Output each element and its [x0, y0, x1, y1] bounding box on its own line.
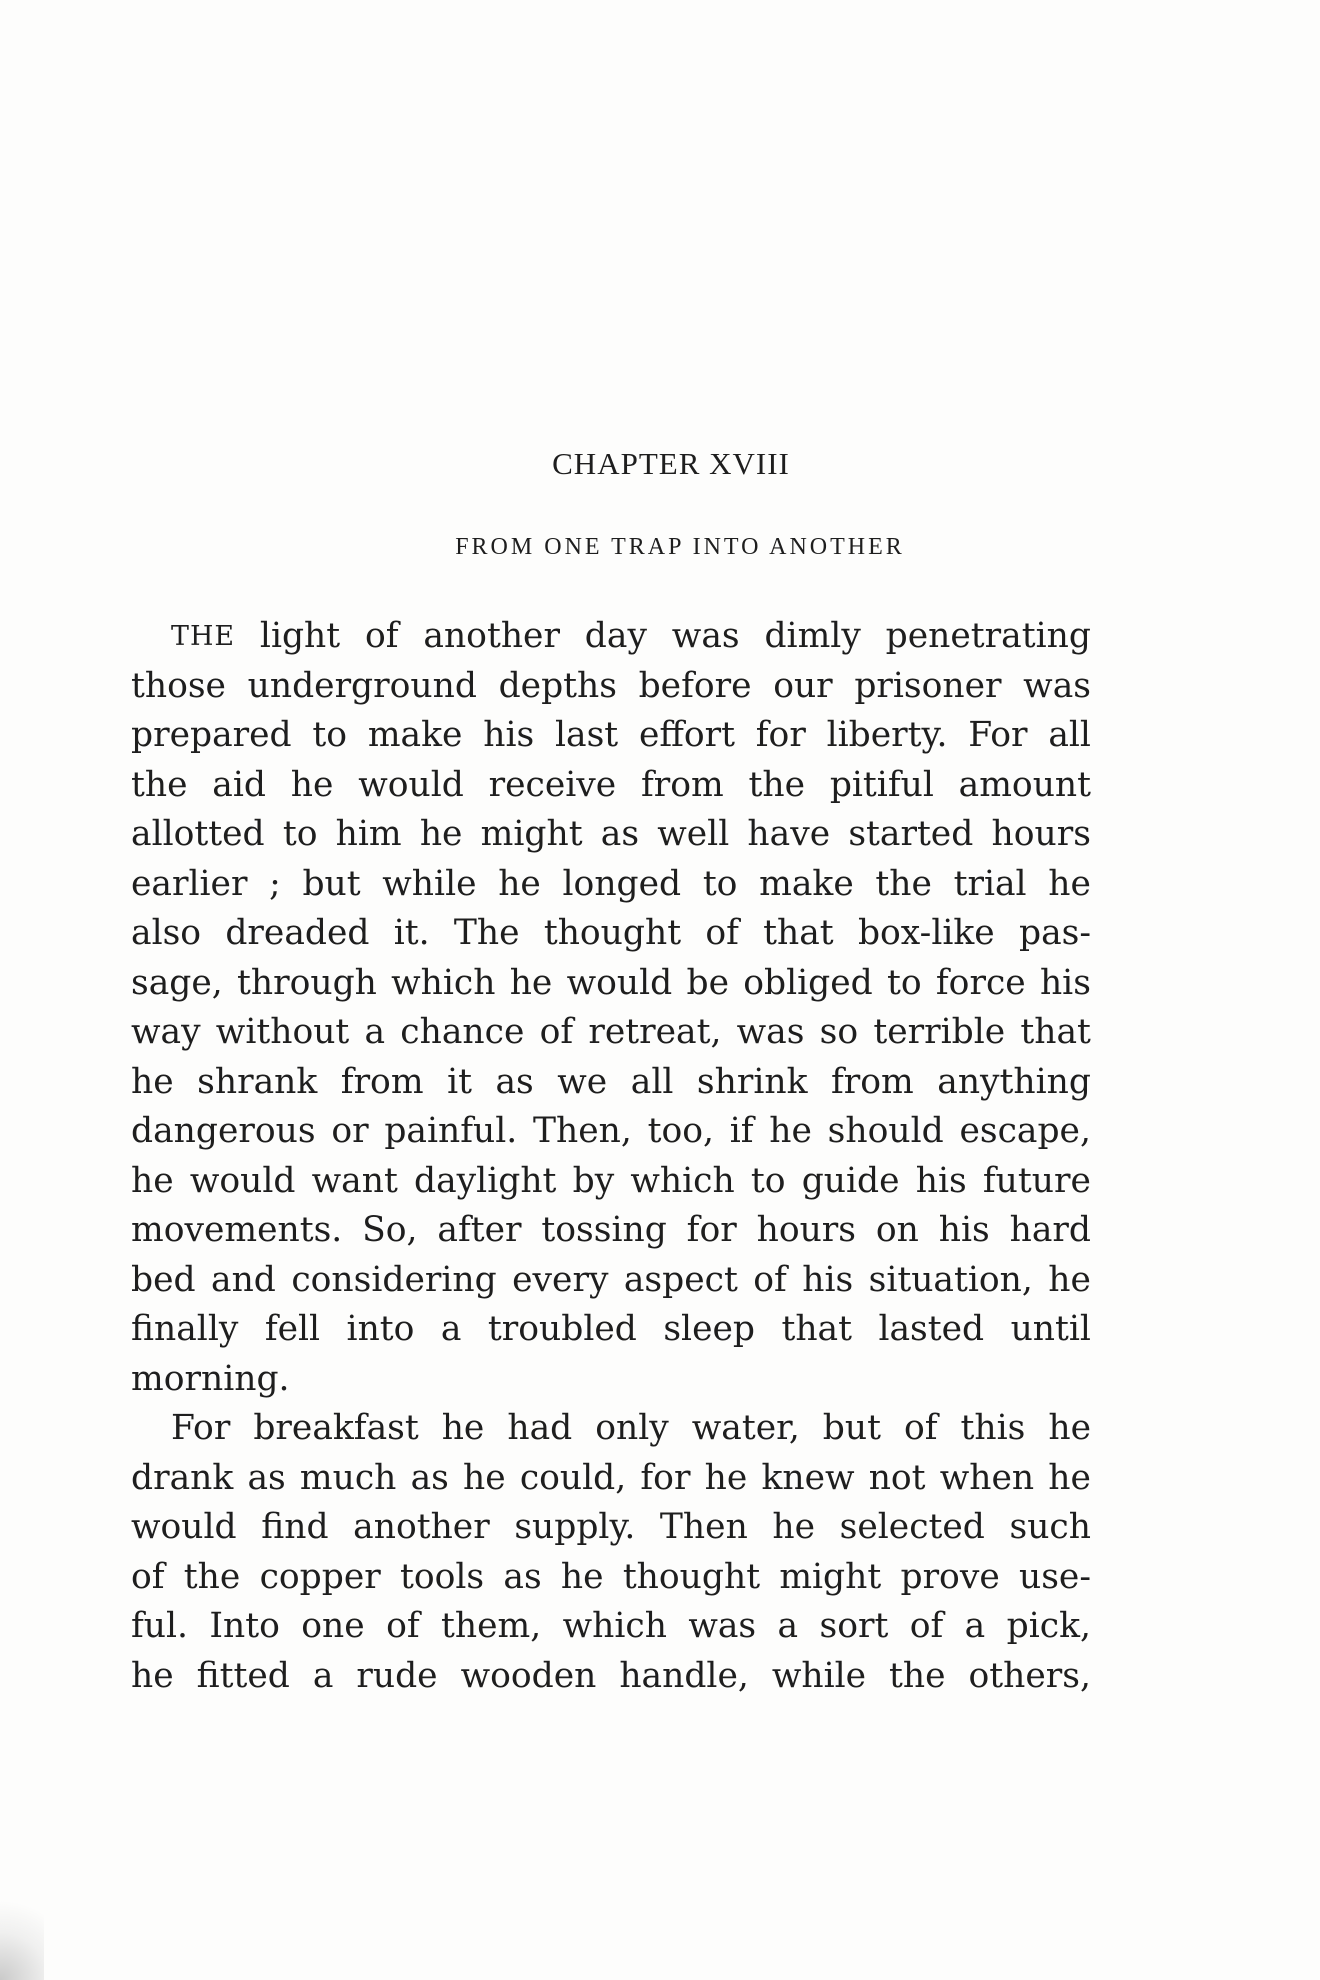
- word: could,: [519, 1457, 627, 1498]
- word: he: [772, 1507, 816, 1547]
- word: much: [299, 1457, 397, 1498]
- text-line: [131, 1058, 1091, 1108]
- word: but: [302, 863, 361, 904]
- text-line: [131, 1206, 1091, 1256]
- word: from: [831, 1061, 914, 1102]
- word: which: [630, 1160, 735, 1201]
- word: our: [773, 665, 833, 706]
- word: which: [391, 962, 496, 1003]
- word: every: [512, 1259, 609, 1300]
- word: was: [688, 1606, 757, 1646]
- word: supply.: [514, 1507, 636, 1547]
- word: it.: [393, 913, 430, 953]
- word: thought: [543, 913, 682, 953]
- word: to: [702, 863, 738, 904]
- text-line: [131, 761, 1091, 811]
- word: the: [131, 764, 188, 805]
- word: that: [781, 1309, 852, 1349]
- word: make: [367, 715, 463, 755]
- word: before: [638, 665, 752, 706]
- word: when: [939, 1457, 1035, 1498]
- word: of: [705, 913, 739, 953]
- text-line: [131, 662, 1091, 712]
- word: from: [340, 1061, 424, 1102]
- word: he: [1048, 1457, 1091, 1498]
- word: fell: [264, 1309, 321, 1349]
- word: tossing: [541, 1210, 667, 1250]
- word: one: [301, 1606, 365, 1646]
- body-text: [131, 612, 1091, 1701]
- word: on: [875, 1210, 919, 1250]
- word: also: [131, 913, 202, 953]
- word: if: [729, 1111, 754, 1151]
- word: would: [131, 1507, 237, 1547]
- word: to: [312, 715, 348, 755]
- word: of: [539, 1012, 574, 1052]
- word: amount: [958, 764, 1091, 805]
- word: tools: [399, 1556, 485, 1597]
- word: he: [131, 1160, 174, 1201]
- word: the: [183, 1556, 241, 1597]
- word: without: [215, 1012, 350, 1052]
- word: Into: [209, 1606, 280, 1646]
- word: bed: [131, 1259, 196, 1300]
- word: he: [290, 764, 334, 805]
- word: penetrating: [885, 616, 1091, 656]
- word: situation,: [868, 1259, 1033, 1300]
- word: others,: [968, 1655, 1091, 1696]
- word: hours: [756, 1210, 857, 1250]
- word: as: [495, 1061, 534, 1102]
- word: terrible: [873, 1012, 1006, 1052]
- word: had: [507, 1408, 573, 1448]
- word: he: [419, 814, 463, 854]
- word: his: [1039, 962, 1091, 1003]
- word: as: [247, 1457, 286, 1498]
- word: that: [763, 913, 834, 953]
- word: Then,: [532, 1111, 632, 1151]
- word: of: [909, 1606, 944, 1646]
- word: of: [365, 616, 399, 656]
- word: his: [938, 1210, 990, 1250]
- word: to: [887, 962, 922, 1003]
- word: underground: [247, 665, 477, 706]
- word: might: [480, 814, 583, 854]
- text-line: [131, 1404, 1091, 1454]
- text-line: [131, 612, 1091, 662]
- word: of: [753, 1259, 787, 1300]
- word: would: [189, 1160, 296, 1201]
- word: another: [423, 616, 560, 656]
- word: should: [827, 1111, 944, 1151]
- word: of: [131, 1556, 165, 1597]
- word: them,: [441, 1606, 542, 1646]
- word: allotted: [131, 814, 265, 854]
- word: shrink: [696, 1061, 808, 1102]
- word: selected: [839, 1507, 985, 1547]
- word: chance: [400, 1012, 525, 1052]
- text-line: [131, 810, 1091, 860]
- word: future: [982, 1160, 1091, 1201]
- word: find: [261, 1507, 329, 1547]
- word: pas-: [1018, 913, 1091, 953]
- word: might: [779, 1556, 882, 1597]
- word: daylight: [414, 1160, 557, 1201]
- word: escape,: [959, 1111, 1091, 1151]
- word: as: [503, 1556, 542, 1597]
- word: want: [311, 1160, 398, 1201]
- word: day: [584, 616, 647, 656]
- text-line: [131, 959, 1091, 1009]
- text-line: [131, 1305, 1091, 1355]
- word: too,: [647, 1111, 714, 1151]
- word: rude: [356, 1655, 438, 1696]
- word: he: [704, 1457, 748, 1498]
- word: started: [848, 814, 974, 854]
- text-line: [131, 1008, 1091, 1058]
- word: he: [498, 863, 541, 904]
- word: movements.: [131, 1210, 343, 1250]
- text-line: [131, 1256, 1091, 1306]
- word: was: [671, 616, 740, 656]
- word: trial: [953, 863, 1027, 904]
- word: water,: [691, 1408, 800, 1448]
- word: finally: [131, 1309, 239, 1349]
- word: box-like: [857, 913, 995, 953]
- word: ful.: [131, 1606, 188, 1646]
- word: after: [437, 1210, 522, 1250]
- word: For: [171, 1408, 231, 1448]
- word: knew: [761, 1457, 855, 1498]
- word: painful.: [384, 1111, 518, 1151]
- word: dimly: [764, 616, 861, 656]
- word: prepared: [131, 715, 292, 755]
- word: him: [335, 814, 402, 854]
- word: drank: [131, 1457, 234, 1498]
- word: but: [822, 1408, 881, 1448]
- word: for: [686, 1210, 737, 1250]
- word: dangerous: [131, 1111, 316, 1151]
- word: he: [441, 1408, 485, 1448]
- word: pick,: [1006, 1606, 1091, 1646]
- word: while: [382, 863, 477, 904]
- word: a: [312, 1655, 334, 1696]
- word: to: [750, 1160, 786, 1201]
- word: not: [868, 1457, 926, 1498]
- word: through: [237, 962, 377, 1003]
- word: ;: [269, 863, 281, 904]
- word: a: [440, 1309, 462, 1349]
- word: pitiful: [829, 764, 934, 805]
- word: considering: [291, 1259, 497, 1300]
- word: was: [1023, 665, 1091, 706]
- word: use-: [1019, 1556, 1091, 1597]
- word: depths: [498, 665, 617, 706]
- word: while: [771, 1655, 867, 1696]
- word: until: [1010, 1309, 1091, 1349]
- word: he: [1048, 1408, 1091, 1448]
- word: and: [211, 1259, 276, 1300]
- word: he: [131, 1655, 174, 1696]
- word: longed: [562, 863, 682, 904]
- word: copper: [259, 1556, 381, 1597]
- word: For: [968, 715, 1028, 755]
- chapter-heading: CHAPTER XVIII: [552, 446, 790, 481]
- word: into: [346, 1309, 415, 1349]
- word: well: [657, 814, 730, 854]
- word: aid: [212, 764, 266, 805]
- text-line: [131, 1107, 1091, 1157]
- chapter-subtitle: FROM ONE TRAP INTO ANOTHER: [455, 534, 905, 560]
- word: that: [1020, 1012, 1091, 1052]
- word: hard: [1009, 1210, 1091, 1250]
- word: liberty.: [826, 715, 948, 755]
- word: So,: [362, 1210, 418, 1250]
- text-line: [131, 1553, 1091, 1603]
- word: would: [566, 962, 673, 1003]
- text-line: [131, 1454, 1091, 1504]
- word: prisoner: [854, 665, 1002, 706]
- word: aspect: [623, 1259, 738, 1300]
- word: prove: [900, 1556, 1000, 1597]
- word: for: [755, 715, 806, 755]
- word: hours: [991, 814, 1091, 854]
- word: from: [640, 764, 724, 805]
- word: thought: [622, 1556, 761, 1597]
- word: a: [964, 1606, 986, 1646]
- word: of: [386, 1606, 420, 1646]
- word: another: [353, 1507, 490, 1547]
- word: it: [447, 1061, 472, 1102]
- word: he: [509, 962, 553, 1003]
- word: as: [600, 814, 640, 854]
- word: as: [410, 1457, 449, 1498]
- word: his: [802, 1259, 854, 1300]
- word: we: [557, 1061, 608, 1102]
- text-line: [131, 1652, 1091, 1702]
- text-line: [131, 1503, 1091, 1553]
- word: be: [686, 962, 729, 1003]
- word: The: [453, 913, 520, 953]
- word: light: [259, 616, 341, 656]
- word: all: [1048, 715, 1091, 755]
- word: his: [483, 715, 535, 755]
- word: obliged: [743, 962, 873, 1003]
- word: a: [364, 1012, 386, 1052]
- word: to: [282, 814, 318, 854]
- word: lasted: [878, 1309, 985, 1349]
- word: he: [560, 1556, 604, 1597]
- word: only: [595, 1408, 669, 1448]
- word: guide: [801, 1160, 900, 1201]
- word: effort: [638, 715, 735, 755]
- word: all: [630, 1061, 674, 1102]
- word: make: [759, 863, 854, 904]
- word: force: [935, 962, 1026, 1003]
- word: last: [554, 715, 619, 755]
- word: wooden: [460, 1655, 597, 1696]
- word: for: [640, 1457, 691, 1498]
- word: or: [331, 1111, 369, 1151]
- word: this: [960, 1408, 1026, 1448]
- word: a: [777, 1606, 799, 1646]
- drop-word: THE: [171, 621, 236, 652]
- word: those: [131, 665, 226, 706]
- word: such: [1009, 1507, 1091, 1547]
- word: receive: [488, 764, 617, 805]
- word: dreaded: [225, 913, 370, 953]
- word: he: [131, 1061, 174, 1102]
- word: was: [736, 1012, 805, 1052]
- word: Then: [659, 1507, 748, 1547]
- word: fitted: [196, 1655, 290, 1696]
- word: sage,: [131, 962, 223, 1003]
- word: he: [1048, 863, 1091, 904]
- word: shrank: [197, 1061, 318, 1102]
- word: which: [562, 1606, 667, 1646]
- word: he: [1048, 1259, 1091, 1300]
- word: would: [358, 764, 464, 805]
- text-line: morning.: [131, 1358, 290, 1399]
- text-line: [131, 860, 1091, 910]
- word: troubled: [487, 1309, 637, 1349]
- scan-speckle: [0, 1884, 44, 1980]
- word: sort: [819, 1606, 889, 1646]
- text-line: [131, 1602, 1091, 1652]
- word: anything: [937, 1061, 1091, 1102]
- text-line: [131, 909, 1091, 959]
- text-line: [131, 711, 1091, 761]
- word: the: [889, 1655, 946, 1696]
- word: retreat,: [588, 1012, 722, 1052]
- word: the: [748, 764, 806, 805]
- word: he: [769, 1111, 812, 1151]
- word: handle,: [619, 1655, 749, 1696]
- word: sleep: [663, 1309, 755, 1349]
- word: the: [875, 863, 932, 904]
- word: so: [819, 1012, 859, 1052]
- word: breakfast: [253, 1408, 419, 1448]
- word: have: [747, 814, 831, 854]
- word: of: [903, 1408, 938, 1448]
- word: way: [131, 1012, 201, 1052]
- word: he: [463, 1457, 506, 1498]
- text-line: [131, 1157, 1091, 1207]
- word: by: [572, 1160, 615, 1201]
- word: his: [915, 1160, 967, 1201]
- word: earlier: [131, 863, 248, 904]
